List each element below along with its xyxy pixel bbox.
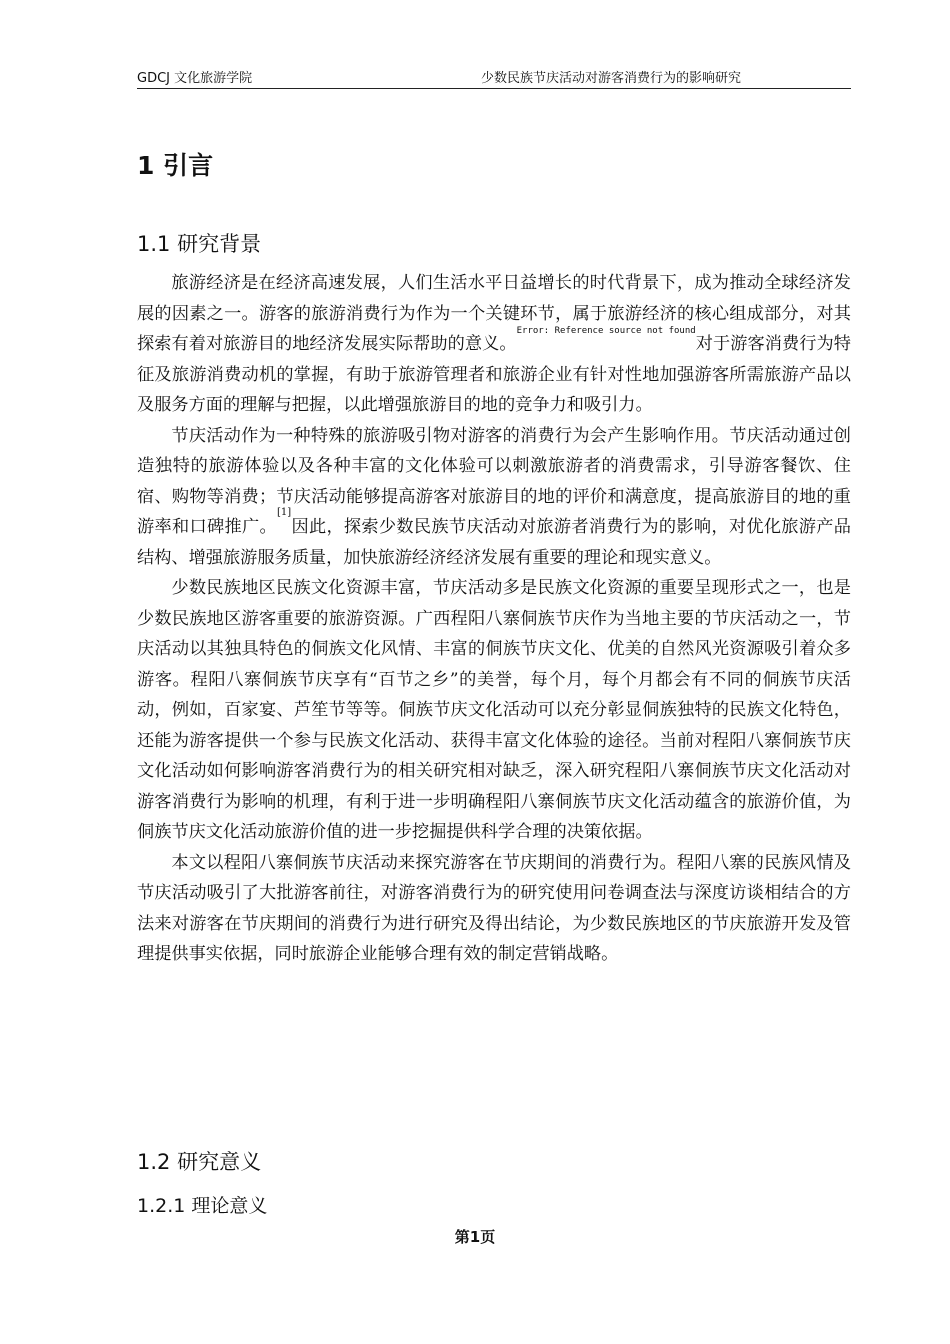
heading-section-1-2-1: 1.2.1 理论意义 bbox=[137, 1195, 268, 1217]
paragraph-4: 本文以程阳八寨侗族节庆活动来探究游客在节庆期间的消费行为。程阳八寨的民族风情及节庆活动吸引了大批游客前往，对游客消费行为的研究使用问卷调查法与深度访谈相结合的方法来对游客在节庆期间的消费行为进行研究及得出结论，为少数民族地区的节庆旅游开发及管理提供事实依据，同时旅游企业能够合理有效的制定营销战略。 bbox=[137, 852, 851, 964]
paragraph-2: 节庆活动作为一种特殊的旅游吸引物对游客的消费行为会产生影响作用。节庆活动通过创造独特的旅游体验以及各种丰富的文化体验可以刺激旅游者的消费需求，引导游客餐饮、住宿、购物等消费；节庆活动能够提高游客对旅游目的地的评价和满意度，提高旅游目的地的重游率和口碑推广。[1]因此，探索少数民族节庆活动对旅游者消费行为的影响，对优化旅游产品结构、增强旅游服务质量，加快旅游经济经济发展有重要的理论和现实意义。 bbox=[137, 425, 851, 568]
paragraph-3: 少数民族地区民族文化资源丰富，节庆活动多是民族文化资源的重要呈现形式之一，也是少数民族地区游客重要的旅游资源。广西程阳八寨侗族节庆作为当地主要的节庆活动之一，节庆活动以其独具特色的侗族文化风情、丰富的侗族节庆文化、优美的自然风光资源吸引着众多游客。程阳八寨侗族节庆享有“百节之乡”的美誉，每个月，每个月都会有不同的侗族节庆活动，例如，百家宴、芦笙节等等。侗族节庆文化活动可以充分彰显侗族独特的民族文化特色，还能为游客提供一个参与民族文化活动、获得丰富文化体验的途径。当前对程阳八寨侗族节庆文化活动如何影响游客消费行为的相关研究相对缺乏，深入研究程阳八寨侗族节庆文化活动对游客消费行为影响的机理，有利于进一步明确程阳八寨侗族节庆文化活动蕴含的旅游价值，为侗族节庆文化活动旅游价值的进一步挖掘提供科学合理的决策依据。 bbox=[137, 578, 851, 842]
reference-error-note: Error: Reference source not found bbox=[516, 326, 696, 336]
heading-section-1-1: 1.1 研究背景 bbox=[137, 232, 262, 256]
page-header bbox=[137, 66, 851, 89]
header-institution: GDCJ 文化旅游学院 bbox=[137, 71, 253, 86]
heading-section-1: 1 引言 bbox=[137, 151, 214, 180]
body-text bbox=[137, 268, 851, 970]
heading-section-1-2: 1.2 研究意义 bbox=[137, 1150, 262, 1174]
citation-1: [1] bbox=[276, 507, 292, 518]
header-thesis-title: 少数民族节庆活动对游客消费行为的影响研究 bbox=[480, 71, 741, 86]
page-number: 第1页 bbox=[454, 1228, 496, 1246]
paragraph-1: 旅游经济是在经济高速发展，人们生活水平日益增长的时代背景下，成为推动全球经济发展的因素之一。游客的旅游消费行为作为一个关键环节，属于旅游经济的核心组成部分，对其探索有着对旅游目的地经济发展实际帮助的意义。$^{Error: Reference source not found}$对于游客消费行为特征及旅游消费动机的掌握，有助于旅游管理者和旅游企业有针对性地加强游客所需旅游产品以及服务方面的理解与把握，以此增强旅游目的地的竞争力和吸引力。 bbox=[137, 273, 851, 415]
